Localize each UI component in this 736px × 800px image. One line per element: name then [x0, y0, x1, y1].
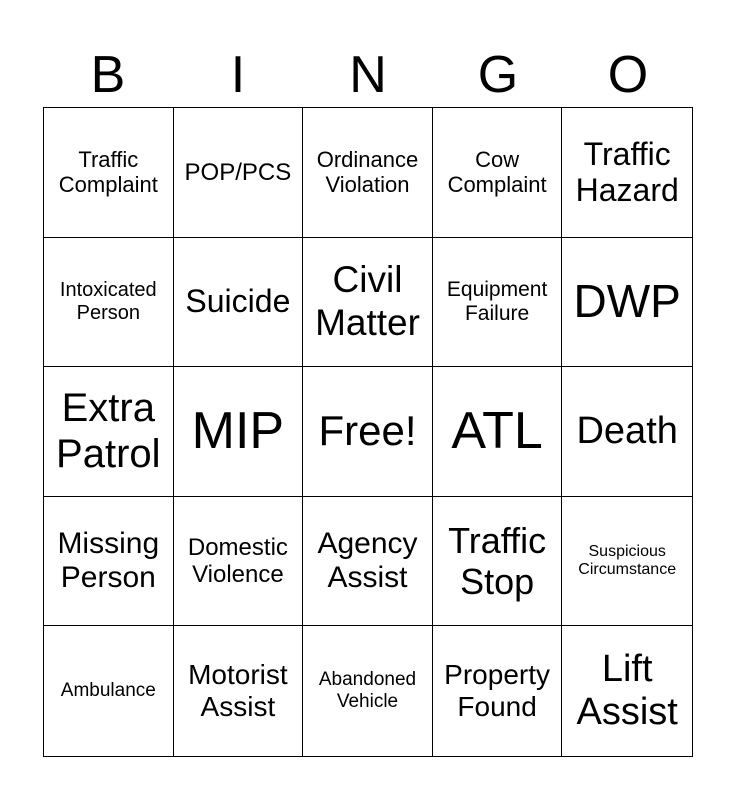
- bingo-card: [43, 107, 693, 757]
- bingo-cell[interactable]: [562, 367, 692, 497]
- bingo-cell[interactable]: [303, 497, 433, 627]
- bingo-cell[interactable]: [174, 238, 304, 368]
- cell-label: Traffic Complaint: [58, 147, 158, 198]
- bingo-cell[interactable]: [303, 238, 433, 368]
- cell-label: Agency Assist: [317, 526, 418, 595]
- cell-label: Ambulance: [60, 680, 156, 702]
- cell-label: Traffic Hazard: [575, 135, 679, 209]
- bingo-cell[interactable]: [562, 108, 692, 238]
- cell-label: Traffic Stop: [448, 519, 547, 603]
- cell-label: Domestic Violence: [187, 533, 288, 589]
- cell-label: Death: [576, 409, 678, 452]
- bingo-cell[interactable]: [303, 108, 433, 238]
- cell-label: MIP: [191, 401, 285, 460]
- header-letter-i: I: [230, 46, 246, 104]
- cell-label: Lift Assist: [576, 647, 678, 734]
- cell-label: POP/PCS: [184, 158, 292, 186]
- bingo-cell[interactable]: [433, 108, 563, 238]
- bingo-cell[interactable]: [433, 367, 563, 497]
- cell-label: Equipment Failure: [446, 277, 548, 325]
- bingo-cell[interactable]: [562, 497, 692, 627]
- cell-label: Free!: [318, 407, 417, 455]
- bingo-cell[interactable]: [433, 497, 563, 627]
- bingo-cell[interactable]: [44, 238, 174, 368]
- bingo-cell[interactable]: [562, 238, 692, 368]
- cell-label: Abandoned Vehicle: [318, 669, 417, 713]
- cell-label: Extra Patrol: [56, 386, 161, 477]
- bingo-cell[interactable]: [44, 626, 174, 756]
- cell-label: ATL: [451, 401, 543, 460]
- header-letter-b: B: [90, 46, 126, 104]
- bingo-cell[interactable]: [174, 108, 304, 238]
- cell-label: Missing Person: [57, 526, 160, 595]
- bingo-cell[interactable]: [44, 497, 174, 627]
- bingo-header: [43, 42, 693, 108]
- bingo-cell[interactable]: [44, 108, 174, 238]
- cell-label: DWP: [573, 275, 681, 328]
- cell-label: Property Found: [444, 659, 550, 723]
- header-letter-g: G: [477, 46, 519, 104]
- header-letter-n: N: [349, 46, 387, 104]
- bingo-cell[interactable]: [44, 367, 174, 497]
- cell-label: Civil Matter: [315, 259, 420, 343]
- cell-label: Intoxicated Person: [59, 278, 157, 324]
- bingo-cell[interactable]: [174, 367, 304, 497]
- cell-label: Ordinance Violation: [316, 147, 419, 198]
- header-letter-o: O: [607, 46, 649, 104]
- cell-label: Suspicious Circumstance: [578, 542, 677, 579]
- bingo-cell[interactable]: [433, 238, 563, 368]
- bingo-cell[interactable]: [303, 367, 433, 497]
- cell-label: Cow Complaint: [447, 147, 547, 198]
- bingo-cell[interactable]: [174, 497, 304, 627]
- bingo-cell[interactable]: [174, 626, 304, 756]
- bingo-cell[interactable]: [303, 626, 433, 756]
- bingo-cell[interactable]: [433, 626, 563, 756]
- cell-label: Suicide: [185, 283, 291, 320]
- cell-label: Motorist Assist: [188, 659, 288, 723]
- bingo-cell[interactable]: [562, 626, 692, 756]
